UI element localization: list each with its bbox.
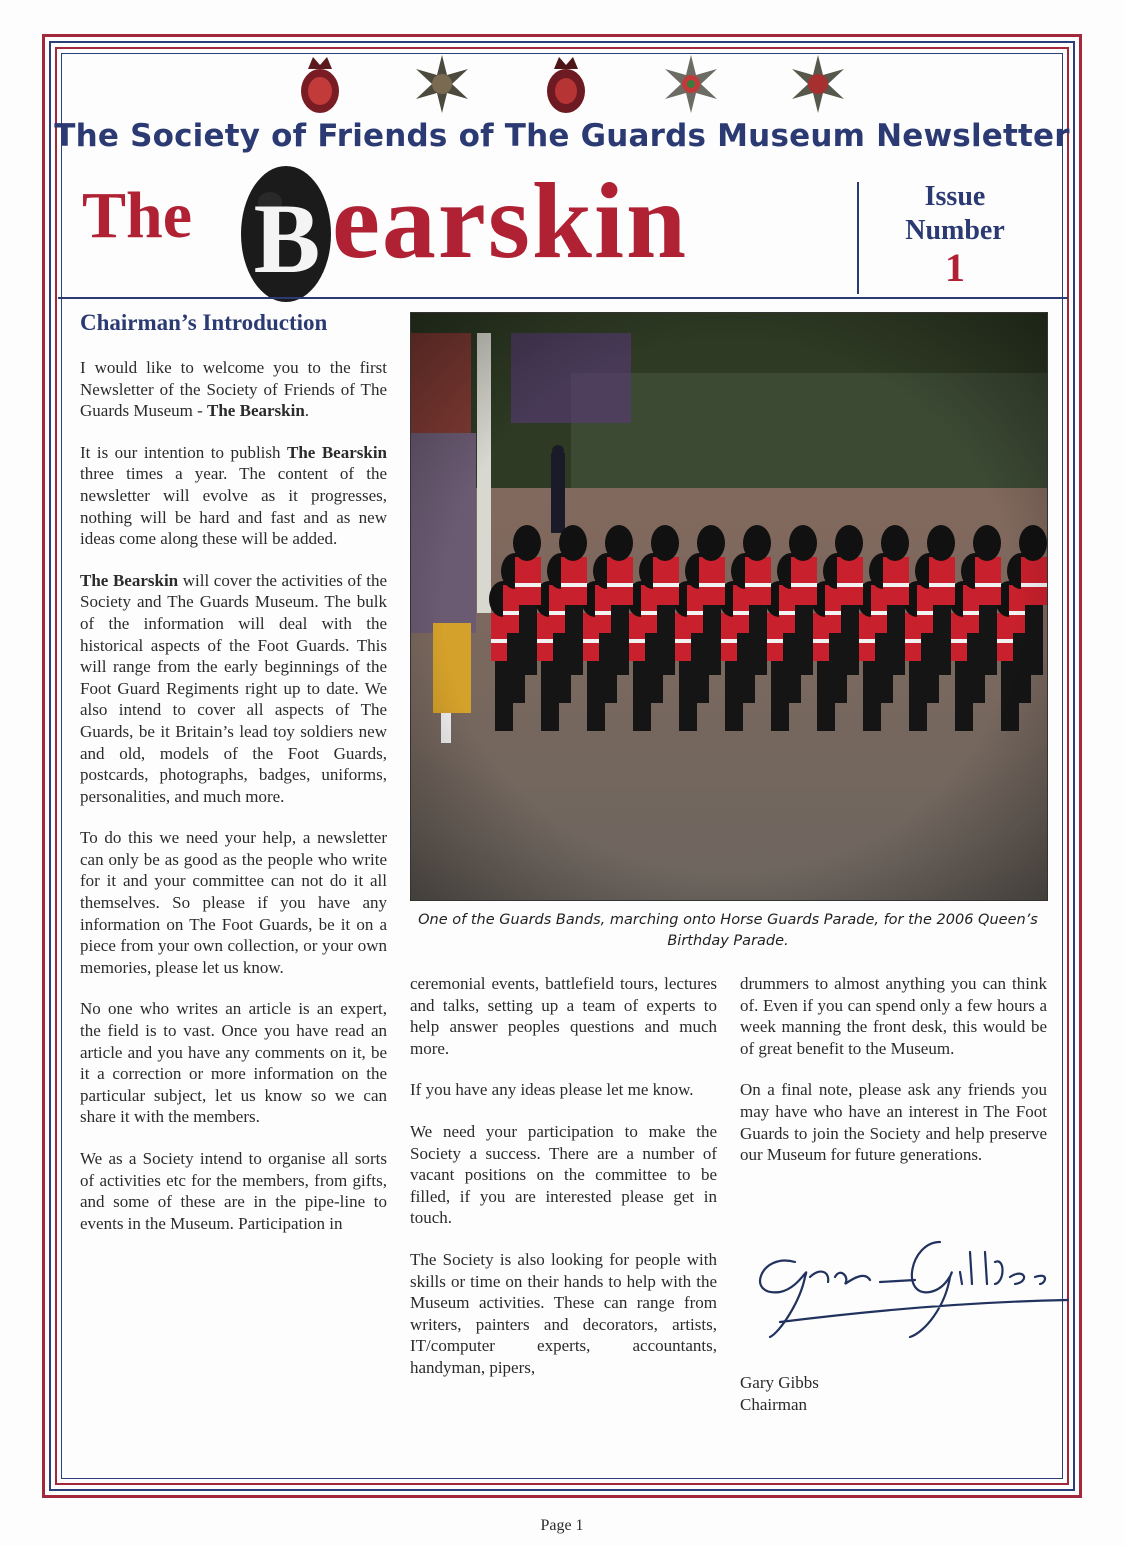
newsletter-name: The Bearskin <box>207 401 305 421</box>
article-paragraph <box>80 827 387 978</box>
paragraph-text: No one who writes an article is an expert, the field is to vast. Once you have read an article and you have any comments on it, be it a correction or more information on the particular subject, let us know so we can share it with the members. <box>80 999 387 1127</box>
article-column-middle <box>410 973 717 1399</box>
paragraph-text: will cover the activities of the Society and The Guards Museum. The bulk of the information will deal with the historical aspects of the Foot Guards. This will range from the early beginnings of the Foot Guard Regiments right up to date. We also intend to cover all aspects of The Guards, be it Britain’s lead toy soldiers new and old, models of the Foot Guards, postcards, photographs, badges, uniforms, personalities, and much more. <box>80 570 387 806</box>
masthead-b: B <box>253 183 321 294</box>
article-paragraph: ceremonial events, battlefield tours, lectures and talks, setting up a team of experts to help answer peoples questions and much more. <box>410 974 717 1058</box>
guards-band-photo <box>410 312 1048 901</box>
issue-box <box>880 180 1030 288</box>
article-heading: Chairman’s Introduction <box>80 310 328 335</box>
issue-label: Issue <box>924 181 986 212</box>
paragraph-text: To do this we need your help, a newsletter can only be as good as the people who write for it and your committee can not do it all themselves. So please if you have any information on The Foot Guards, be it on a piece from your own collection, or your own memories, please let us know. <box>80 828 387 977</box>
masthead-bearskin: earskin <box>332 162 689 281</box>
masthead-the: The <box>82 179 193 252</box>
article-paragraph: On a final note, please ask any friends you may have who have an interest in The Foot Guards to join the Society and help preserve our Museum for future generations. <box>740 1080 1047 1165</box>
paragraph-text: It is our intention to publish <box>80 442 287 462</box>
article-paragraph <box>80 357 387 422</box>
scots-crest-icon <box>543 55 589 115</box>
newsletter-name: The Bearskin <box>80 570 179 590</box>
article-paragraph: We need your participation to make the Society a success. There are a number of vacant positions on the committee to be filled, if you are interested please get in touch. <box>410 1121 717 1228</box>
article-column-left <box>80 357 387 1254</box>
signoff <box>740 1372 819 1415</box>
welsh-star-icon <box>790 55 846 113</box>
article-paragraph: drummers to almost anything you can think of. Even if you can spend only a few hours a week manning the front desk, this would be of great benefit to the Museum. <box>740 974 1047 1058</box>
signature-name: Gary Gibbs <box>740 1373 819 1392</box>
issue-number: 1 <box>945 245 965 290</box>
paragraph-text: I would like to welcome you to the first Newsletter of the Society of Friends of The Guards Museum - <box>80 358 387 421</box>
article-paragraph: The Society is also looking for people with skills or time on their hands to help with the Museum activities. These can range from writers, painters and decorators, artists, IT/computer experts, accountants, handyman, pipers, <box>410 1249 717 1377</box>
society-title: The Society of Friends of The Guards Museum Newsletter <box>54 118 1070 154</box>
paragraph-text: We as a Society intend to organise all sorts of activities etc for the members, from gifts, and some of these are in the pipe-line to events in the Museum. Participation in <box>80 1149 387 1233</box>
masthead-rule <box>58 297 1068 299</box>
paragraph-text: three times a year. The content of the newsletter will evolve as it progresses, nothing will be hard and fast and as new ideas come along these will be added. <box>80 464 387 549</box>
photo-caption: One of the Guards Bands, marching onto Horse Guards Parade, for the 2006 Queen’s Birthday Parade. <box>418 912 1038 949</box>
article-paragraph <box>80 442 387 550</box>
regimental-badges <box>0 55 1124 115</box>
chairman-signature <box>740 1222 1070 1342</box>
article-paragraph <box>80 1148 387 1234</box>
grenadier-crest-icon <box>297 55 343 115</box>
paragraph-text: . <box>304 401 310 421</box>
number-label: Number <box>905 215 1005 246</box>
article-paragraph: If you have any ideas please let me know. <box>410 1080 694 1100</box>
page-number: Page 1 <box>540 1517 584 1534</box>
article-column-right <box>740 973 1047 1186</box>
irish-star-icon <box>663 55 719 113</box>
signature-title: Chairman <box>740 1394 808 1414</box>
article-paragraph <box>80 570 387 808</box>
newsletter-name: The Bearskin <box>287 442 387 462</box>
coldstream-star-icon <box>414 55 470 113</box>
bearskin-b-logo <box>240 162 332 302</box>
article-paragraph <box>80 998 387 1128</box>
issue-divider <box>857 182 859 294</box>
